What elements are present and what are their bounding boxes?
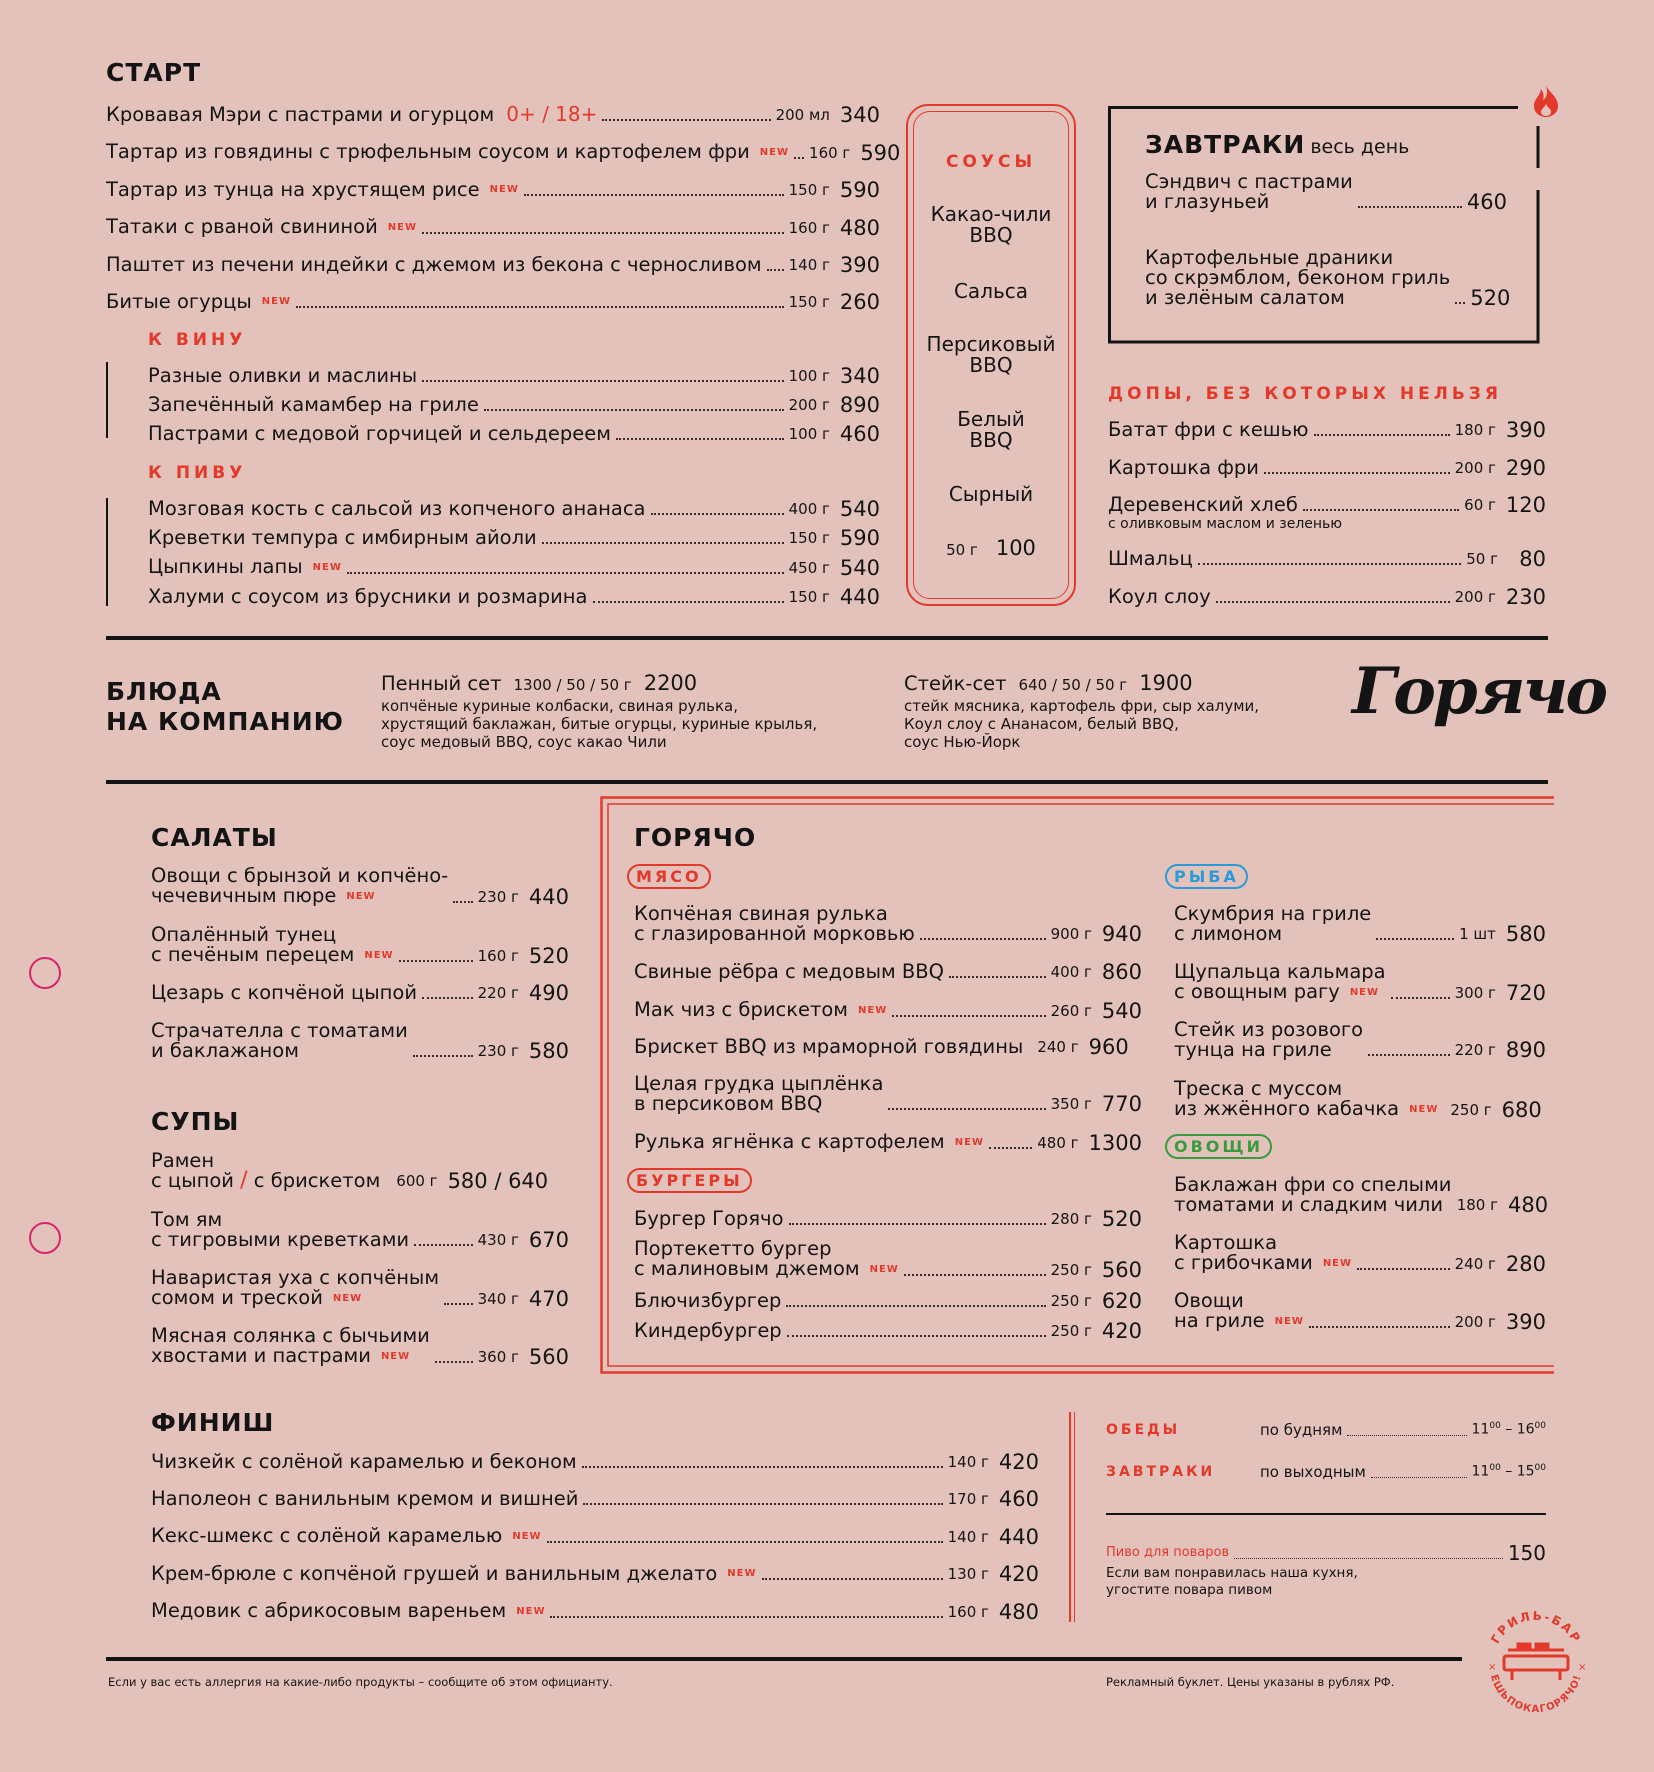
item-weight: 140 г xyxy=(788,255,830,274)
menu-item xyxy=(106,252,880,277)
item-name: Кровавая Мэри с пастрами и огурцом xyxy=(106,103,495,126)
menu-item: Портекетто бургер с малиновым джемом NEW 250 г 560 xyxy=(634,1237,1142,1282)
item-price: 390 xyxy=(839,252,880,277)
menu-item xyxy=(148,528,880,548)
menu-item: Рамен с цыпой / с брискетом 600 г 580 / 640 xyxy=(151,1149,549,1193)
new-badge: NEW xyxy=(759,146,790,158)
menu-item: Свиные рёбра с медовым BBQ 400 г 860 xyxy=(634,960,1142,984)
new-badge: NEW xyxy=(1409,1103,1439,1115)
menu-item: Опалённый тунец с печёным перецем NEW 160 г 520 xyxy=(151,923,569,968)
sauce-item: Белый BBQ xyxy=(957,407,1025,452)
item-name: Разные оливки и маслины xyxy=(148,364,418,387)
menu-item xyxy=(148,499,880,519)
sides-title: ДОПЫ, БЕЗ КОТОРЫХ НЕЛЬЗЯ xyxy=(1108,384,1502,404)
svg-text:×: × xyxy=(1578,1662,1587,1673)
age-badge: 0+ / 18+ xyxy=(506,102,598,126)
svg-text:ЕШЬПОКАГОРЯЧО!: ЕШЬПОКАГОРЯЧО! xyxy=(1487,1673,1584,1716)
new-badge: NEW xyxy=(954,1136,984,1148)
item-name: Цыпкины лапы xyxy=(148,555,303,578)
beer-bracket xyxy=(106,498,108,606)
menu-item: Мясная солянка с бычьими хвостами и пастрами NEW 360 г 560 xyxy=(151,1324,569,1369)
menu-item: Копчёная свиная рулька с глазированной морковью 900 г 940 xyxy=(634,902,1142,946)
item-price: 260 xyxy=(839,290,880,314)
company-title: БЛЮДА НА КОМПАНИЮ xyxy=(106,677,345,736)
footer-disclaimer: Рекламный буклет. Цены указаны в рублях РФ. xyxy=(1106,1675,1395,1689)
svg-text:×: × xyxy=(1488,1662,1497,1673)
item-price: 540 xyxy=(839,555,880,580)
sauce-item: Персиковый BBQ xyxy=(926,332,1056,377)
breakfast-heading xyxy=(1145,130,1409,160)
wine-list xyxy=(148,366,880,444)
beer-for-cooks: Пиво для поваров 150 Если вам понравилась наша кухня, угостите повара пивом xyxy=(1106,1541,1546,1598)
item-price: 460 xyxy=(839,422,880,446)
item-price: 340 xyxy=(839,364,880,388)
menu-item: Баклажан фри со спелыми томатами и сладким чили 180 г 480 xyxy=(1174,1173,1549,1217)
menu-item xyxy=(1108,587,1546,607)
item-name: Халуми с соусом из брусники и розмарина xyxy=(148,584,588,608)
divider xyxy=(106,636,1548,640)
item-weight: 400 г xyxy=(788,500,830,518)
menu-item: Овощи с брынзой и копчёно- чечевичным пюре NEW 230 г 440 xyxy=(151,864,569,909)
breakfast-box xyxy=(1108,106,1546,344)
item-name: Пастрами с медовой горчицей и сельдереем xyxy=(148,422,611,445)
new-badge: NEW xyxy=(858,1004,888,1016)
item-weight: 450 г xyxy=(788,558,830,577)
item-name: Батат фри с кешью xyxy=(1108,418,1309,441)
item-name: Мозговая кость с сальсой из копченого ананаса xyxy=(148,497,646,520)
item-weight: 200 мл xyxy=(775,106,830,124)
fish-label: РЫБА xyxy=(1165,864,1248,889)
item-name: Паштет из печени индейки с джемом из бекона с черносливом xyxy=(106,252,762,276)
item-name: Деревенский хлеб xyxy=(1108,493,1298,516)
beer-label: Пиво для поваров xyxy=(1106,1545,1230,1560)
menu-item: Стейк из розового тунца на гриле 220 г 890 xyxy=(1174,1018,1546,1062)
menu-item xyxy=(148,395,880,415)
menu-item xyxy=(106,177,880,202)
beer-list xyxy=(148,499,880,607)
binder-hole xyxy=(29,1222,61,1254)
new-badge: NEW xyxy=(516,1605,546,1617)
menu-item xyxy=(106,140,901,165)
menu-item: Страчателла с томатами и баклажаном 230 г 580 xyxy=(151,1019,569,1063)
beer-subtitle: К ПИВУ xyxy=(148,463,247,483)
beer-price: 150 xyxy=(1507,1541,1546,1565)
menu-item xyxy=(148,584,880,609)
menu-item xyxy=(1108,495,1546,515)
new-badge: NEW xyxy=(312,561,342,573)
divider-red xyxy=(1069,1412,1071,1622)
item-name: Шмальц xyxy=(1108,547,1193,570)
meat-label: МЯСО xyxy=(627,864,711,889)
new-badge: NEW xyxy=(1349,986,1380,998)
menu-item: Овощи на гриле NEW 200 г 390 xyxy=(1174,1289,1546,1334)
footer-allergy: Если у вас есть аллергия на какие-либо продукты – сообщите об этом официанту. xyxy=(108,1675,613,1689)
breakfast-subtitle: весь день xyxy=(1310,136,1410,158)
grill-bar-stamp xyxy=(1478,1604,1594,1720)
new-badge: NEW xyxy=(1322,1257,1353,1269)
breakfast-item: Картофельные драники со скрэмблом, беконом гриль и зелёным салатом 520 xyxy=(1145,246,1511,310)
menu-item: Бургер Горячо 280 г 520 xyxy=(634,1207,1142,1231)
start-list xyxy=(106,102,901,314)
hot-title: ГОРЯЧО xyxy=(634,823,757,852)
menu-item xyxy=(1108,458,1546,478)
item-name: Татаки с рваной свининой xyxy=(106,215,378,238)
salads-title: САЛАТЫ xyxy=(151,823,278,852)
breakfast-title: ЗАВТРАКИ xyxy=(1145,130,1306,159)
item-price: 590 xyxy=(860,140,901,165)
item-price: 230 xyxy=(1505,585,1546,609)
menu-item xyxy=(1108,420,1546,440)
item-weight: 160 г xyxy=(788,218,830,237)
sauce-item: Сырный xyxy=(948,482,1034,506)
menu-item xyxy=(148,557,880,578)
sauces-title: СОУСЫ xyxy=(945,152,1037,172)
set-beer: Пенный сет 1300 / 50 / 50 г 2200 копчёные куриные колбаски, свиная рулька, хрустящий баклажан, битые огурцы, куриные крылья, соус медовый BBQ, соус какао Чили xyxy=(381,671,818,751)
menu-item: Треска с муссом из жжённого кабачка NEW 250 г 680 xyxy=(1174,1077,1542,1122)
item-name: Картошка фри xyxy=(1108,456,1259,479)
menu-item: Кекс-шмекс с солёной карамелью NEW 140 г 440 xyxy=(151,1524,1039,1549)
menu-item: Киндербургер 250 г 420 xyxy=(634,1319,1142,1343)
new-badge: NEW xyxy=(727,1568,757,1579)
item-weight: 100 г xyxy=(788,367,830,385)
sauce-item: Сальса xyxy=(953,279,1029,303)
new-badge: NEW xyxy=(261,296,291,307)
item-price: 480 xyxy=(839,215,880,240)
menu-item: Крем-брюле с копчёной грушей и ванильным джелато NEW 130 г 420 xyxy=(151,1561,1039,1586)
svg-text:ГРИЛЬ-БАР: ГРИЛЬ-БАР xyxy=(1488,1608,1584,1647)
item-weight: 50 г xyxy=(1466,550,1498,568)
menu-item: Скумбрия на гриле с лимоном 1 шт 580 xyxy=(1174,902,1546,946)
binder-hole xyxy=(29,957,61,989)
finish-title: ФИНИШ xyxy=(151,1408,275,1437)
item-price: 120 xyxy=(1505,493,1546,517)
divider-red xyxy=(1074,1412,1075,1622)
item-weight: 150 г xyxy=(788,293,830,311)
item-price: 80 xyxy=(1519,547,1546,571)
grill-icon xyxy=(1504,1644,1568,1680)
item-note: с оливковым маслом и зеленью xyxy=(1108,516,1343,532)
hours-label: ОБЕДЫ xyxy=(1106,1421,1181,1438)
item-name: Запечённый камамбер на гриле xyxy=(148,393,479,416)
flame-icon xyxy=(1532,84,1560,118)
item-price: 290 xyxy=(1505,456,1546,480)
item-weight: 180 г xyxy=(1454,421,1496,439)
start-title: СТАРТ xyxy=(106,58,202,87)
item-weight: 160 г xyxy=(809,143,851,162)
burgers-label: БУРГЕРЫ xyxy=(627,1168,752,1193)
menu-item: Блючизбургер 250 г 620 xyxy=(634,1289,1142,1313)
wine-bracket xyxy=(106,362,108,438)
new-badge: NEW xyxy=(489,184,519,195)
item-price: 440 xyxy=(839,584,880,609)
sauces-box xyxy=(906,104,1076,606)
menu-item: Цезарь с копчёной цыпой 220 г 490 xyxy=(151,981,569,1005)
sauce-price: 50 г 100 xyxy=(946,536,1036,560)
new-badge: NEW xyxy=(869,1263,899,1275)
item-weight: 100 г xyxy=(788,425,830,443)
menu-item xyxy=(106,217,880,238)
menu-item: Щупальца кальмара с овощным рагу NEW 300 г 720 xyxy=(1174,960,1546,1005)
new-badge: NEW xyxy=(512,1530,542,1542)
new-badge: NEW xyxy=(380,1350,411,1362)
item-name: Коул слоу xyxy=(1108,585,1211,608)
menu-item: Целая грудка цыплёнка в персиковом BBQ 350 г 770 xyxy=(634,1072,1142,1116)
breakfast-item: Сэндвич с пастрами и глазуньей 460 xyxy=(1145,170,1507,214)
item-price: 890 xyxy=(839,393,880,417)
menu-item: Наваристая уха с копчёным сомом и треской NEW 340 г 470 xyxy=(151,1266,569,1311)
divider xyxy=(1106,1513,1546,1515)
item-price: 590 xyxy=(839,526,880,550)
item-weight: 150 г xyxy=(788,529,830,547)
menu-item xyxy=(106,104,880,125)
menu-item: Мак чиз с брискетом NEW 260 г 540 xyxy=(634,998,1142,1023)
new-badge: NEW xyxy=(364,949,394,961)
divider xyxy=(106,780,1548,784)
menu-item: Рулька ягнёнка с картофелем NEW 480 г 1300 xyxy=(634,1130,1142,1155)
item-weight: 200 г xyxy=(788,396,830,414)
soups-title: СУПЫ xyxy=(151,1107,240,1136)
menu-item: Медовик с абрикосовым вареньем NEW 160 г 480 xyxy=(151,1599,1039,1624)
hours-lunch: ОБЕДЫ по будням $11^{00} - 16^{00}$ xyxy=(1106,1420,1546,1439)
set-steak: Стейк-сет 640 / 50 / 50 г 1900 стейк мясника, картофель фри, сыр халуми, Коул слоу с Ананасом, белый BBQ, соус Нью-Йорк xyxy=(904,671,1260,751)
item-name: Креветки темпура с имбирным айоли xyxy=(148,526,537,549)
new-badge: NEW xyxy=(387,221,418,233)
item-weight: 150 г xyxy=(788,587,830,606)
item-weight: 60 г xyxy=(1464,496,1496,514)
item-price: 590 xyxy=(839,178,880,202)
menu-item xyxy=(106,289,880,314)
veg-label: ОВОЩИ xyxy=(1165,1134,1272,1159)
new-badge: NEW xyxy=(1274,1315,1304,1327)
hours-breakfast: ЗАВТРАКИ по выходным $11^{00} - 15^{00}$ xyxy=(1106,1462,1546,1481)
item-name: Тартар из тунца на хрустящем рисе xyxy=(106,177,480,201)
finish-list xyxy=(151,1452,1039,1622)
item-weight: 200 г xyxy=(1454,459,1496,477)
hours-label: ЗАВТРАКИ xyxy=(1106,1463,1216,1480)
menu-item xyxy=(1108,549,1546,569)
menu-item: Брискет BBQ из мраморной говядины 240 г 960 xyxy=(634,1035,1129,1059)
wine-subtitle: К ВИНУ xyxy=(148,330,247,350)
menu-item: Чизкейк с солёной карамелью и беконом 140 г 420 xyxy=(151,1450,1039,1474)
item-weight: 150 г xyxy=(788,181,830,199)
item-weight: 200 г xyxy=(1454,588,1496,606)
item-name: Тартар из говядины с трюфельным соусом и картофелем фри xyxy=(106,140,750,163)
menu-item xyxy=(148,424,880,444)
sauce-item: Какао-чили BBQ xyxy=(930,202,1052,247)
menu-item: Картошка с грибочками NEW 240 г 280 xyxy=(1174,1231,1546,1276)
new-badge: NEW xyxy=(332,1292,363,1304)
menu-item: Наполеон с ванильным кремом и вишней 170 г 460 xyxy=(151,1487,1039,1511)
item-name: Битые огурцы xyxy=(106,289,252,313)
goryacho-logo: Горячо xyxy=(1352,654,1605,729)
divider xyxy=(106,1657,1462,1661)
item-price: 340 xyxy=(839,103,880,127)
menu-item xyxy=(148,366,880,386)
item-price: 540 xyxy=(839,497,880,521)
menu-item: Том ям с тигровыми креветками 430 г 670 xyxy=(151,1208,569,1252)
new-badge: NEW xyxy=(346,890,376,902)
item-price: 390 xyxy=(1505,418,1546,442)
